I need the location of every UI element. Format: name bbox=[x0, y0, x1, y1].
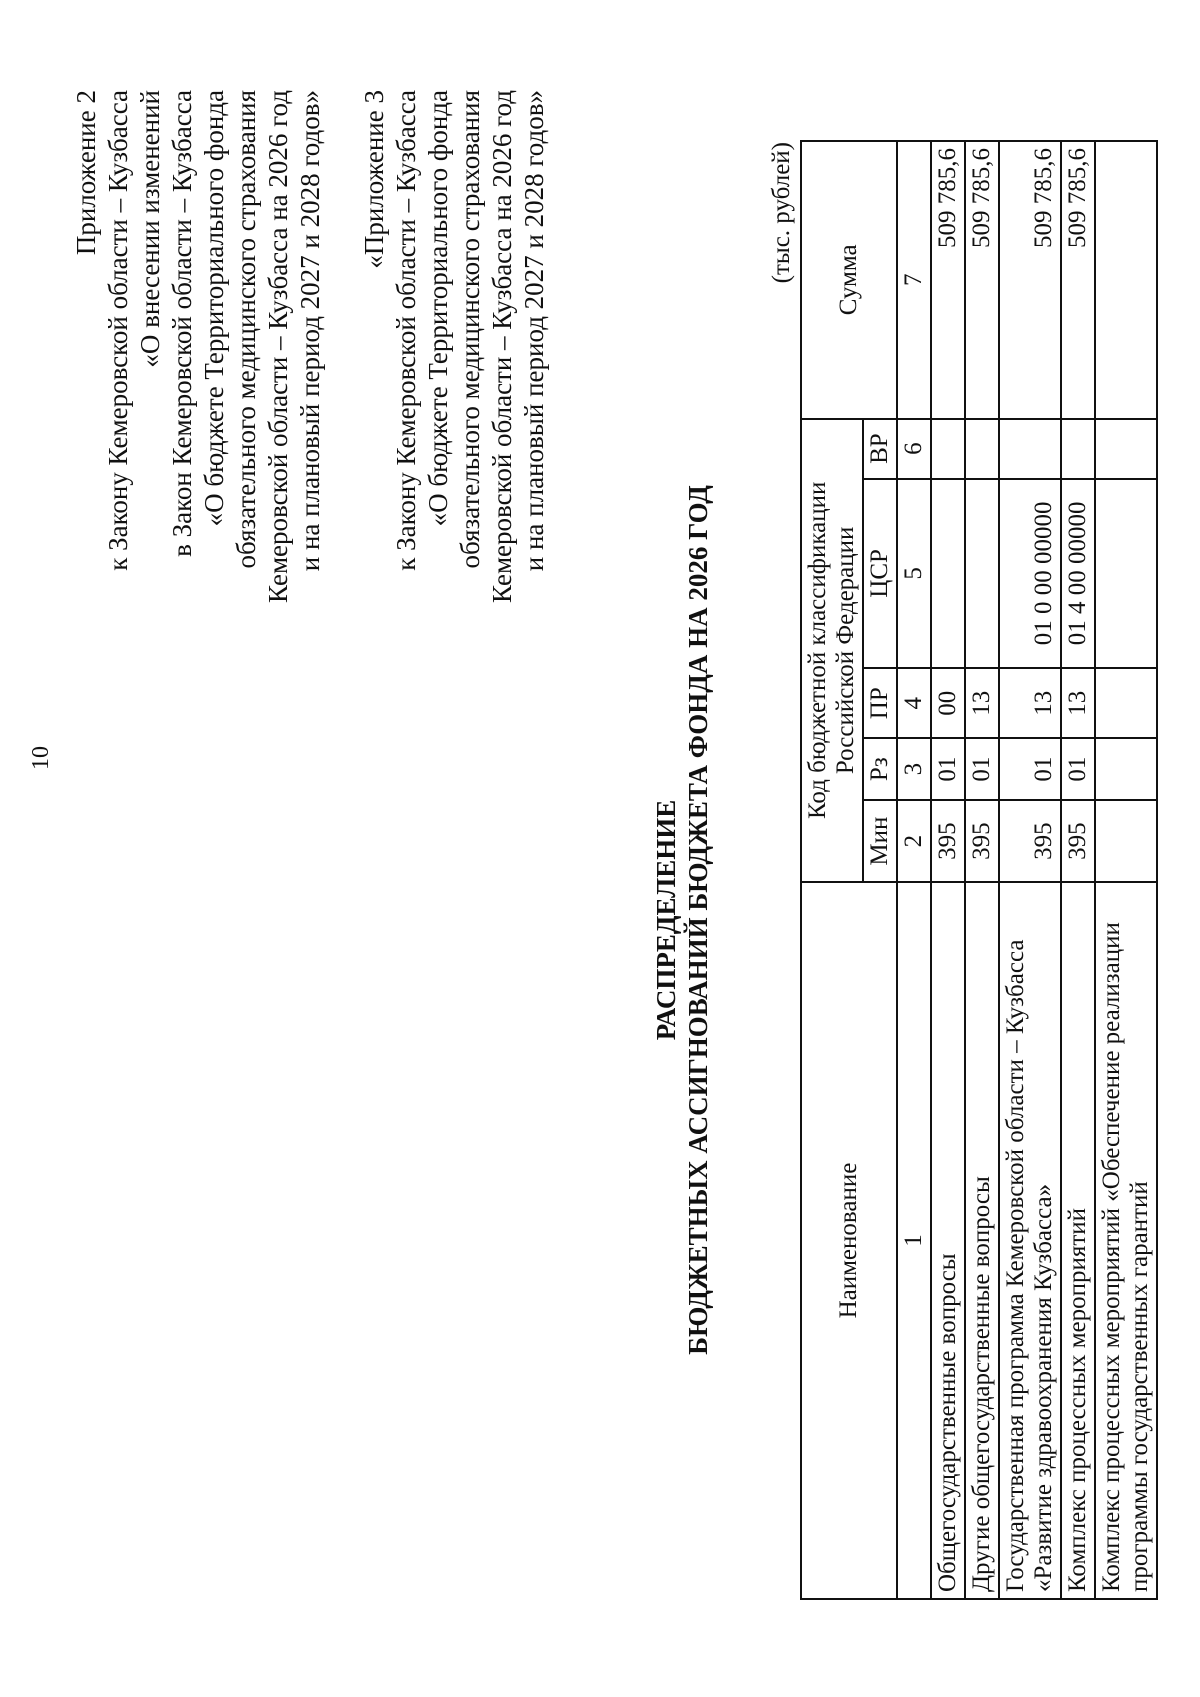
row-vr bbox=[1061, 419, 1095, 479]
annex-3-header bbox=[358, 90, 550, 603]
column-number: 7 bbox=[897, 141, 931, 419]
row-name: Другие общегосударственные вопросы bbox=[965, 882, 999, 1599]
row-rz: 01 bbox=[1061, 738, 1095, 800]
row-vr bbox=[1095, 419, 1157, 479]
header-vr: ВР bbox=[863, 419, 897, 479]
header-csr: ЦСР bbox=[863, 479, 897, 669]
annex-3-line: и на плановый период 2027 и 2028 годов» bbox=[519, 90, 549, 572]
annex-2-line: и на плановый период 2027 и 2028 годов» bbox=[295, 90, 325, 572]
header-rz: Рз bbox=[863, 738, 897, 800]
row-min: 395 bbox=[999, 800, 1061, 882]
table-row bbox=[1061, 141, 1095, 1599]
annex-2-line: «О бюджете Территориального фонда bbox=[199, 90, 229, 527]
row-sum bbox=[1095, 141, 1157, 419]
row-csr bbox=[1095, 479, 1157, 669]
row-pr bbox=[1095, 668, 1157, 738]
row-name: Комплекс процессных мероприятий «Обеспечение реализации программы государственных гарантий bbox=[1095, 882, 1157, 1599]
row-rz: 01 bbox=[965, 738, 999, 800]
page-number: 10 bbox=[28, 746, 54, 770]
row-pr: 00 bbox=[931, 668, 965, 738]
row-sum: 509 785,6 bbox=[1061, 141, 1095, 419]
row-vr bbox=[931, 419, 965, 479]
row-sum: 509 785,6 bbox=[999, 141, 1061, 419]
header-sum: Сумма bbox=[801, 141, 897, 419]
row-csr bbox=[965, 479, 999, 669]
table-row bbox=[1095, 141, 1157, 1599]
row-sum: 509 785,6 bbox=[931, 141, 965, 419]
row-csr: 01 4 00 00000 bbox=[1061, 479, 1095, 669]
row-csr: 01 0 00 00000 bbox=[999, 479, 1061, 669]
column-number-row bbox=[897, 141, 931, 1599]
units-label: (тыс. рублей) bbox=[768, 142, 795, 284]
header-name: Наименование bbox=[801, 882, 897, 1599]
row-min: 395 bbox=[1061, 800, 1095, 882]
column-number: 4 bbox=[897, 668, 931, 738]
row-sum: 509 785,6 bbox=[965, 141, 999, 419]
title-line-1: РАСПРЕДЕЛЕНИЕ bbox=[651, 799, 681, 1041]
annex-2-line: «О внесении изменений bbox=[135, 90, 165, 368]
annex-3-line: обязательного медицинского страхования bbox=[455, 90, 485, 569]
column-number: 6 bbox=[897, 419, 931, 479]
row-pr: 13 bbox=[999, 668, 1061, 738]
annex-2-line: Приложение 2 bbox=[71, 90, 101, 256]
row-rz: 01 bbox=[999, 738, 1061, 800]
header-min: Мин bbox=[863, 800, 897, 882]
row-min bbox=[1095, 800, 1157, 882]
row-pr: 13 bbox=[1061, 668, 1095, 738]
rotated-page bbox=[30, 70, 1160, 1670]
budget-table bbox=[800, 140, 1158, 1600]
annex-2-line: к Закону Кемеровской области – Кузбасса bbox=[103, 90, 133, 571]
annex-2-header bbox=[70, 90, 326, 603]
annex-3-line: «Приложение 3 bbox=[359, 90, 389, 269]
row-pr: 13 bbox=[965, 668, 999, 738]
annex-3-line: Кемеровской области – Кузбасса на 2026 год bbox=[487, 90, 517, 603]
row-min: 395 bbox=[965, 800, 999, 882]
row-rz: 01 bbox=[931, 738, 965, 800]
row-name: Комплекс процессных мероприятий bbox=[1061, 882, 1095, 1599]
row-vr bbox=[999, 419, 1061, 479]
row-vr bbox=[965, 419, 999, 479]
annex-3-line: «О бюджете Территориального фонда bbox=[423, 90, 453, 527]
annex-2-line: обязательного медицинского страхования bbox=[231, 90, 261, 569]
table-row bbox=[999, 141, 1061, 1599]
row-csr bbox=[931, 479, 965, 669]
document-title bbox=[650, 420, 714, 1420]
annex-3-line: к Закону Кемеровской области – Кузбасса bbox=[391, 90, 421, 571]
column-number: 1 bbox=[897, 882, 931, 1599]
header-pr: ПР bbox=[863, 668, 897, 738]
title-line-2: БЮДЖЕТНЫХ АССИГНОВАНИЙ БЮДЖЕТА ФОНДА НА 2026 ГОД bbox=[683, 485, 713, 1355]
annex-2-line: Кемеровской области – Кузбасса на 2026 год bbox=[263, 90, 293, 603]
column-number: 5 bbox=[897, 479, 931, 669]
table-row bbox=[965, 141, 999, 1599]
header-code-group: Код бюджетной классификации Российской Федерации bbox=[801, 419, 863, 883]
row-min: 395 bbox=[931, 800, 965, 882]
row-name: Общегосударственные вопросы bbox=[931, 882, 965, 1599]
row-name: Государственная программа Кемеровской области – Кузбасса «Развитие здравоохранения Кузбасса» bbox=[999, 882, 1061, 1599]
annex-2-line: в Закон Кемеровской области – Кузбасса bbox=[167, 90, 197, 557]
column-number: 3 bbox=[897, 738, 931, 800]
table-header-row bbox=[801, 141, 863, 1599]
column-number: 2 bbox=[897, 800, 931, 882]
table-row bbox=[931, 141, 965, 1599]
row-rz bbox=[1095, 738, 1157, 800]
